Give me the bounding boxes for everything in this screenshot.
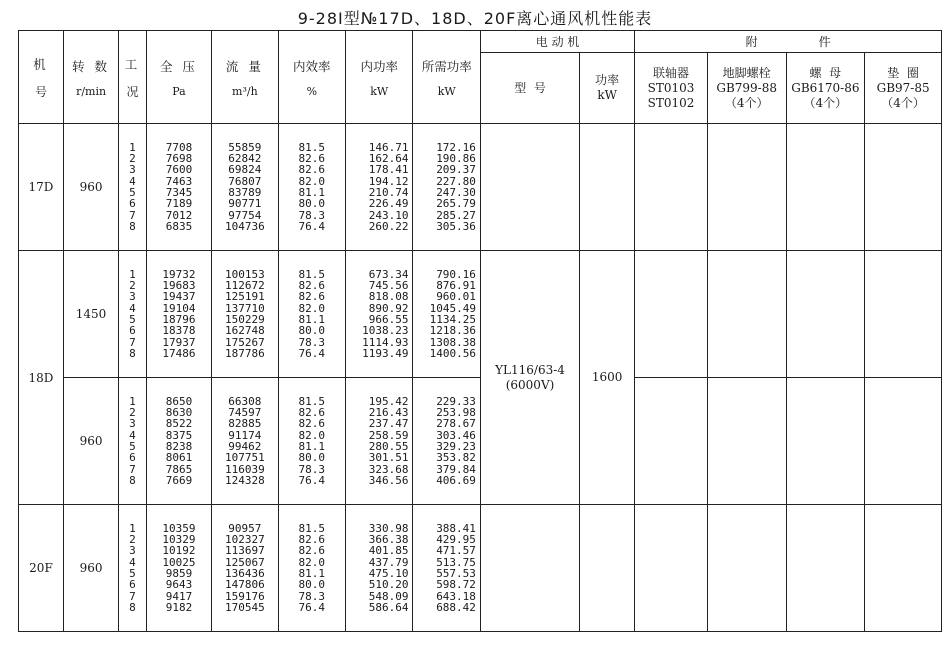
cell-value: 82.6 <box>298 544 326 558</box>
cell-value: 557.53 <box>436 567 476 580</box>
cell-required-power <box>413 378 480 505</box>
cell-value: 18378 <box>162 324 196 338</box>
cell-value: 81.1 <box>298 313 326 326</box>
cell-value: 55859 <box>228 140 262 154</box>
cell-value: 18796 <box>162 313 196 326</box>
cell-required-power <box>413 251 480 378</box>
cell-value: 247.30 <box>436 186 476 199</box>
cell-pressure <box>146 505 211 632</box>
cell-value: 8630 <box>165 406 193 420</box>
cell-value: 305.36 <box>436 219 476 233</box>
header-washer: 垫 圈 GB97-85 （4个） <box>865 53 942 124</box>
cell-value: 80.0 <box>298 578 326 592</box>
cell-efficiency <box>278 505 345 632</box>
cell-value: 379.84 <box>436 462 476 476</box>
cell-value: 1114.93 <box>362 335 409 349</box>
header-speed: 转 数 r/min <box>63 31 118 124</box>
cell-value: 401.85 <box>368 544 409 558</box>
cell-value: 80.0 <box>298 324 326 338</box>
cell-value: 10192 <box>162 544 196 558</box>
cell-coupling <box>635 124 708 251</box>
cell-value: 229.33 <box>436 394 476 408</box>
cell-value: 194.12 <box>368 174 409 188</box>
cell-value: 329.23 <box>436 440 476 453</box>
cell-value: 673.34 <box>368 267 409 281</box>
cell-value: 82.6 <box>298 417 326 431</box>
cell-required-power <box>413 505 480 632</box>
cell-motor-type <box>480 124 579 251</box>
cell-value: 5 <box>129 567 136 580</box>
cell-value: 83789 <box>228 186 262 199</box>
cell-value: 278.67 <box>436 417 476 431</box>
cell-value: 8375 <box>165 428 193 442</box>
cell-washer <box>865 505 942 632</box>
cell-motor-power <box>580 124 635 251</box>
cell-value: 78.3 <box>298 589 326 603</box>
cell-value: 406.69 <box>436 473 476 487</box>
cell-value: 82.0 <box>298 428 326 442</box>
header-row-1 <box>19 31 942 53</box>
cell-value: 226.49 <box>368 197 409 211</box>
cell-value: 19732 <box>162 267 196 281</box>
cell-value: 81.5 <box>298 267 326 281</box>
page-title: 9-28Ⅰ型№17D、18D、20F离心通风机性能表 <box>297 9 653 28</box>
cell-value: 1038.23 <box>362 324 409 338</box>
cell-value: 137710 <box>224 301 265 315</box>
cell-value: 19104 <box>162 301 196 315</box>
cell-value: 643.18 <box>436 589 476 603</box>
cell-value: 116039 <box>224 462 265 476</box>
cell-value: 3 <box>129 290 136 304</box>
cell-value: 62842 <box>228 152 262 166</box>
cell-coupling <box>635 251 708 378</box>
cell-value: 10329 <box>162 533 196 547</box>
cell-value: 146.71 <box>368 140 409 154</box>
cell-value: 76807 <box>228 174 262 188</box>
cell-anchor-bolt <box>707 124 786 251</box>
cell-value: 7 <box>129 462 136 476</box>
cell-value: 107751 <box>224 451 265 465</box>
cell-value: 253.98 <box>436 406 476 420</box>
cell-value: 388.41 <box>436 521 476 535</box>
cell-value: 6 <box>129 324 136 338</box>
cell-value: 4 <box>129 301 136 315</box>
cell-value: 19683 <box>162 279 196 293</box>
cell-value: 216.43 <box>368 406 409 420</box>
cell-value: 227.80 <box>436 174 476 188</box>
cell-value: 437.79 <box>368 555 409 569</box>
cell-value: 17937 <box>162 335 196 349</box>
cell-value: 9643 <box>165 578 193 592</box>
cell-value: 260.22 <box>368 219 409 233</box>
cell-value: 17486 <box>162 346 196 360</box>
cell-value: 7 <box>129 208 136 222</box>
cell-nut <box>786 378 865 505</box>
cell-value: 1045.49 <box>429 301 476 315</box>
cell-value: 9182 <box>165 600 193 614</box>
cell-anchor-bolt <box>707 505 786 632</box>
cell-inner-power <box>346 505 413 632</box>
cell-value: 74597 <box>228 406 262 420</box>
cell-value: 285.27 <box>436 208 476 222</box>
cell-value: 1218.36 <box>429 324 476 338</box>
cell-value: 82.0 <box>298 301 326 315</box>
cell-value: 8 <box>129 600 136 614</box>
cell-efficiency <box>278 251 345 378</box>
cell-value: 78.3 <box>298 208 326 222</box>
cell-value: 9859 <box>165 567 193 580</box>
cell-flow <box>212 251 278 378</box>
cell-value: 366.38 <box>368 533 409 547</box>
cell-nut <box>786 251 865 378</box>
cell-value: 548.09 <box>368 589 409 603</box>
cell-value: 82.6 <box>298 406 326 420</box>
cell-value: 104736 <box>224 219 265 233</box>
cell-value: 471.57 <box>436 544 476 558</box>
table-row-18d-960 <box>19 378 942 505</box>
cell-value: 82.6 <box>298 279 326 293</box>
cell-value: 301.51 <box>368 451 409 465</box>
cell-value: 688.42 <box>436 600 476 614</box>
cell-inner-power <box>346 124 413 251</box>
cell-value: 80.0 <box>298 197 326 211</box>
cell-value: 7600 <box>165 163 193 177</box>
cell-speed: 960 <box>63 124 118 251</box>
cell-value: 429.95 <box>436 533 476 547</box>
cell-value: 187786 <box>224 346 265 360</box>
cell-anchor-bolt <box>707 251 786 378</box>
cell-value: 7345 <box>165 186 193 199</box>
cell-value: 323.68 <box>368 462 409 476</box>
header-coupling: 联轴器 ST0103 ST0102 <box>635 53 708 124</box>
cell-value: 81.5 <box>298 140 326 154</box>
cell-value: 80.0 <box>298 451 326 465</box>
header-pressure: 全 压 Pa <box>146 31 211 124</box>
cell-value: 8 <box>129 346 136 360</box>
cell-value: 745.56 <box>368 279 409 293</box>
cell-speed: 1450 <box>63 251 118 378</box>
cell-coupling <box>635 378 708 505</box>
cell-nut <box>786 505 865 632</box>
cell-value: 100153 <box>224 267 265 281</box>
cell-value: 598.72 <box>436 578 476 592</box>
cell-value: 790.16 <box>436 267 476 281</box>
cell-value: 586.64 <box>368 600 409 614</box>
cell-model: 20F <box>19 505 64 632</box>
cell-value: 3 <box>129 417 136 431</box>
cell-value: 112672 <box>224 279 265 293</box>
cell-flow <box>212 505 278 632</box>
cell-efficiency <box>278 124 345 251</box>
cell-value: 1 <box>129 521 136 535</box>
table-row-17d-960 <box>19 124 942 251</box>
cell-value: 7012 <box>165 208 193 222</box>
cell-model: 17D <box>19 124 64 251</box>
cell-value: 78.3 <box>298 462 326 476</box>
cell-model: 18D <box>19 251 64 505</box>
cell-value: 5 <box>129 313 136 326</box>
cell-value: 6 <box>129 578 136 592</box>
cell-value: 966.55 <box>368 313 409 326</box>
header-model: 机 号 <box>19 31 64 124</box>
cell-value: 102327 <box>224 533 265 547</box>
cell-value: 1 <box>129 267 136 281</box>
cell-value: 4 <box>129 428 136 442</box>
header-condition: 工 况 <box>119 31 147 124</box>
cell-value: 2 <box>129 152 136 166</box>
cell-value: 178.41 <box>368 163 409 177</box>
header-accessories: 附 件 <box>635 31 942 53</box>
cell-value: 162748 <box>224 324 265 338</box>
cell-value: 960.01 <box>436 290 476 304</box>
cell-value: 8061 <box>165 451 193 465</box>
cell-value: 475.10 <box>368 567 409 580</box>
cell-value: 76.4 <box>298 473 326 487</box>
cell-value: 1308.38 <box>429 335 476 349</box>
cell-inner-power <box>346 378 413 505</box>
cell-value: 4 <box>129 555 136 569</box>
cell-value: 9417 <box>165 589 193 603</box>
cell-value: 243.10 <box>368 208 409 222</box>
cell-pressure <box>146 251 211 378</box>
cell-efficiency <box>278 378 345 505</box>
cell-conditions <box>119 124 147 251</box>
cell-value: 8 <box>129 219 136 233</box>
cell-value: 19437 <box>162 290 196 304</box>
cell-value: 353.82 <box>436 451 476 465</box>
cell-value: 7698 <box>165 152 193 166</box>
cell-value: 8238 <box>165 440 193 453</box>
header-efficiency: 内效率 % <box>278 31 345 124</box>
cell-value: 125191 <box>224 290 265 304</box>
cell-value: 170545 <box>224 600 265 614</box>
cell-anchor-bolt <box>707 378 786 505</box>
cell-value: 81.5 <box>298 521 326 535</box>
cell-value: 159176 <box>224 589 265 603</box>
cell-value: 81.1 <box>298 440 326 453</box>
cell-value: 147806 <box>224 578 265 592</box>
cell-value: 818.08 <box>368 290 409 304</box>
cell-value: 258.59 <box>368 428 409 442</box>
cell-value: 210.74 <box>368 186 409 199</box>
cell-value: 82.0 <box>298 555 326 569</box>
cell-value: 6835 <box>165 219 193 233</box>
cell-value: 7463 <box>165 174 193 188</box>
cell-washer <box>865 124 942 251</box>
cell-value: 76.4 <box>298 346 326 360</box>
cell-pressure <box>146 124 211 251</box>
cell-value: 10025 <box>162 555 196 569</box>
cell-value: 66308 <box>228 394 262 408</box>
cell-pressure <box>146 378 211 505</box>
cell-value: 7189 <box>165 197 193 211</box>
cell-motor-type <box>480 505 579 632</box>
cell-value: 90957 <box>228 521 262 535</box>
cell-value: 3 <box>129 544 136 558</box>
table-row-18d-1450 <box>19 251 942 378</box>
cell-value: 303.46 <box>436 428 476 442</box>
cell-value: 7 <box>129 335 136 349</box>
cell-value: 280.55 <box>368 440 409 453</box>
header-nut: 螺 母 GB6170-86 （4个） <box>786 53 865 124</box>
cell-value: 6 <box>129 451 136 465</box>
cell-value: 10359 <box>162 521 196 535</box>
cell-value: 8650 <box>165 394 193 408</box>
cell-value: 5 <box>129 440 136 453</box>
cell-conditions <box>119 378 147 505</box>
cell-value: 1 <box>129 140 136 154</box>
cell-value: 90771 <box>228 197 262 211</box>
cell-value: 78.3 <box>298 335 326 349</box>
table-row-20f-960 <box>19 505 942 632</box>
cell-value: 876.91 <box>436 279 476 293</box>
header-motor: 电 动 机 <box>480 31 634 53</box>
cell-value: 5 <box>129 186 136 199</box>
cell-value: 2 <box>129 406 136 420</box>
cell-value: 8 <box>129 473 136 487</box>
cell-value: 237.47 <box>368 417 409 431</box>
header-required-power: 所需功率 kW <box>413 31 480 124</box>
cell-value: 6 <box>129 197 136 211</box>
cell-value: 81.1 <box>298 567 326 580</box>
cell-value: 175267 <box>224 335 265 349</box>
cell-flow <box>212 378 278 505</box>
cell-value: 2 <box>129 533 136 547</box>
header-flow: 流 量 m³/h <box>212 31 278 124</box>
cell-value: 136436 <box>224 567 265 580</box>
cell-value: 1 <box>129 394 136 408</box>
header-anchor-bolt: 地脚螺栓 GB799-88 （4个） <box>707 53 786 124</box>
cell-value: 1400.56 <box>429 346 476 360</box>
cell-washer <box>865 378 942 505</box>
cell-value: 890.92 <box>368 301 409 315</box>
cell-value: 76.4 <box>298 219 326 233</box>
cell-motor-power <box>580 505 635 632</box>
cell-value: 209.37 <box>436 163 476 177</box>
cell-speed: 960 <box>63 505 118 632</box>
cell-value: 69824 <box>228 163 262 177</box>
cell-value: 2 <box>129 279 136 293</box>
cell-value: 1193.49 <box>362 346 409 360</box>
cell-conditions <box>119 251 147 378</box>
cell-value: 190.86 <box>436 152 476 166</box>
header-inner-power: 内功率 kW <box>346 31 413 124</box>
cell-value: 91174 <box>228 428 262 442</box>
performance-table <box>18 30 942 632</box>
cell-value: 7 <box>129 589 136 603</box>
cell-required-power <box>413 124 480 251</box>
cell-value: 124328 <box>224 473 265 487</box>
cell-conditions <box>119 505 147 632</box>
cell-value: 81.5 <box>298 394 326 408</box>
cell-inner-power <box>346 251 413 378</box>
cell-value: 97754 <box>228 208 262 222</box>
cell-value: 4 <box>129 174 136 188</box>
cell-value: 113697 <box>224 544 265 558</box>
cell-value: 195.42 <box>368 394 409 408</box>
cell-value: 82.6 <box>298 152 326 166</box>
cell-value: 150229 <box>224 313 265 326</box>
cell-speed: 960 <box>63 378 118 505</box>
cell-value: 513.75 <box>436 555 476 569</box>
cell-value: 82.6 <box>298 290 326 304</box>
cell-value: 7708 <box>165 140 193 154</box>
cell-value: 8522 <box>165 417 193 431</box>
cell-value: 265.79 <box>436 197 476 211</box>
cell-value: 82.6 <box>298 163 326 177</box>
cell-value: 172.16 <box>436 140 476 154</box>
cell-value: 3 <box>129 163 136 177</box>
cell-value: 81.1 <box>298 186 326 199</box>
cell-value: 82885 <box>228 417 262 431</box>
cell-washer <box>865 251 942 378</box>
cell-coupling <box>635 505 708 632</box>
cell-value: 125067 <box>224 555 265 569</box>
cell-value: 346.56 <box>368 473 409 487</box>
cell-value: 510.20 <box>368 578 409 592</box>
cell-value: 76.4 <box>298 600 326 614</box>
cell-motor-power: 1600 <box>580 251 635 505</box>
cell-value: 82.0 <box>298 174 326 188</box>
cell-value: 82.6 <box>298 533 326 547</box>
cell-value: 162.64 <box>368 152 409 166</box>
header-motor-type: 型 号 <box>480 53 579 124</box>
cell-flow <box>212 124 278 251</box>
cell-value: 330.98 <box>368 521 409 535</box>
cell-value: 7865 <box>165 462 193 476</box>
cell-value: 7669 <box>165 473 193 487</box>
cell-motor-type: YL116/63-4 (6000V) <box>480 251 579 505</box>
cell-nut <box>786 124 865 251</box>
header-motor-power: 功率 kW <box>580 53 635 124</box>
cell-value: 99462 <box>228 440 262 453</box>
cell-value: 1134.25 <box>429 313 476 326</box>
